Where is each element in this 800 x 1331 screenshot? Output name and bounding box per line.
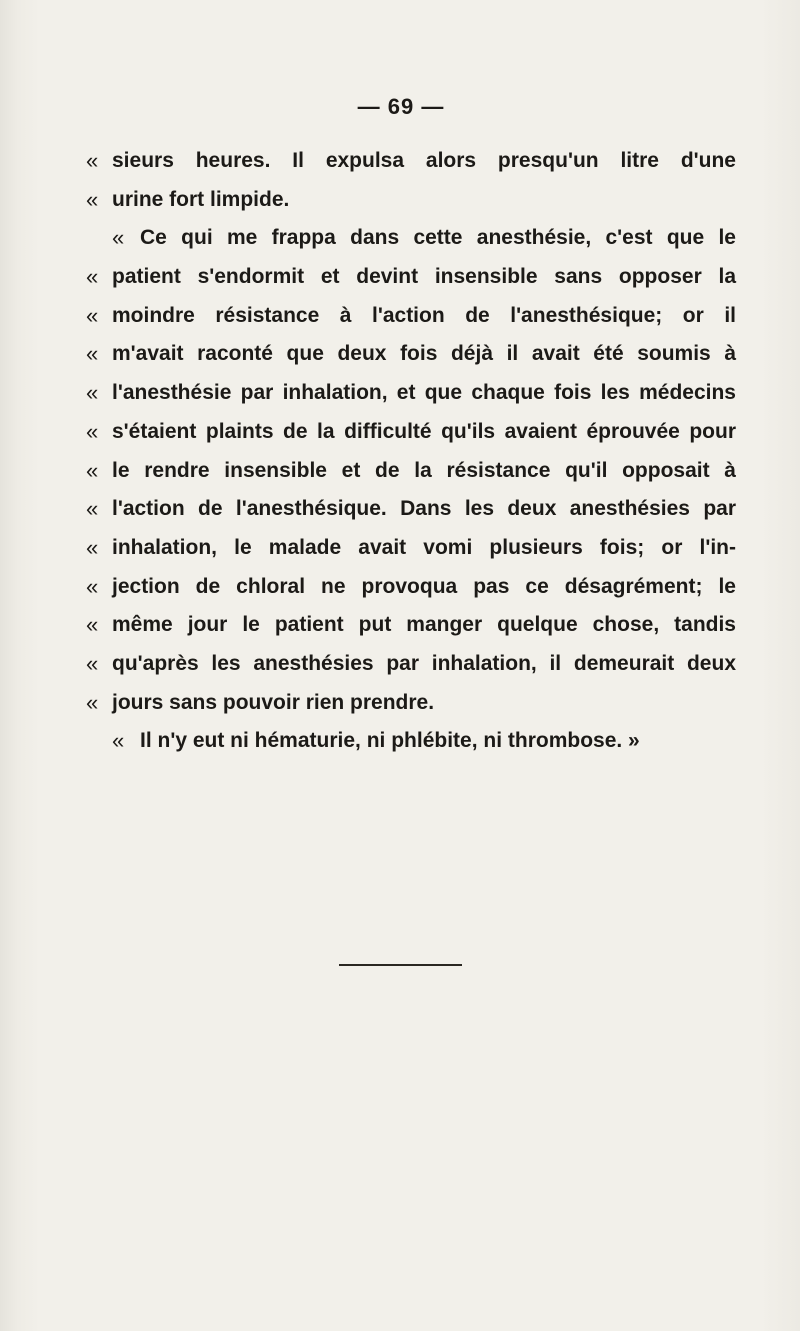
text-line — [86, 490, 736, 529]
line-text: urine fort limpide. — [112, 187, 290, 211]
line-text: sieurs heures. Il expulsa alors presqu'un litre d'une — [112, 149, 736, 172]
text-line — [86, 529, 736, 568]
guillemet: « — [86, 496, 99, 522]
line-text: qu'après les anesthésies par inhalation, il demeurait deux — [112, 651, 736, 675]
page-number: — 69 — — [357, 94, 445, 119]
guillemet: « — [86, 302, 99, 328]
guillemet: « — [112, 728, 125, 754]
text-line — [86, 684, 736, 723]
text-line — [86, 413, 736, 452]
line-text: jection de chloral ne provoqua pas ce désagrément; le — [112, 574, 736, 598]
text-line — [86, 568, 736, 607]
guillemet: « — [86, 612, 99, 638]
line-text: m'avait raconté que deux fois déjà il avait été soumis à — [112, 342, 736, 366]
guillemet: « — [86, 689, 99, 715]
text-line — [86, 181, 736, 220]
text-line — [86, 142, 736, 181]
line-text: Il n'y eut ni hématurie, ni phlébite, ni thrombose. » — [140, 729, 640, 753]
guillemet: « — [86, 264, 99, 290]
guillemet: « — [86, 650, 99, 676]
line-text: l'anesthésie par inhalation, et que chaque fois les médecins — [112, 381, 736, 405]
line-text: le rendre insensible et de la résistance qu'il opposait à — [112, 458, 736, 482]
text-block — [86, 142, 736, 761]
guillemet: « — [86, 418, 99, 444]
guillemet: « — [86, 186, 99, 212]
line-text: inhalation, le malade avait vomi plusieurs fois; or l'in- — [112, 535, 736, 559]
line-text: patient s'endormit et devint insensible sans opposer la — [112, 265, 736, 289]
line-text: jours sans pouvoir rien prendre. — [112, 690, 435, 714]
text-line — [86, 722, 736, 761]
guillemet: « — [86, 341, 99, 367]
guillemet: « — [86, 148, 99, 173]
line-text: même jour le patient put manger quelque chose, tandis — [112, 613, 736, 637]
section-end-rule — [339, 964, 462, 966]
guillemet: « — [112, 225, 125, 251]
text-line — [86, 374, 736, 413]
text-line — [86, 258, 736, 297]
guillemet: « — [86, 457, 99, 483]
guillemet: « — [86, 573, 99, 599]
line-text: Ce qui me frappa dans cette anesthésie, c'est que le — [140, 226, 736, 250]
text-line — [86, 452, 736, 491]
guillemet: « — [86, 380, 99, 406]
text-line — [86, 645, 736, 684]
text-line — [86, 606, 736, 645]
line-text: moindre résistance à l'action de l'anesthésique; or il — [112, 303, 736, 327]
guillemet: « — [86, 534, 99, 560]
line-text: l'action de l'anesthésique. Dans les deux anesthésies par — [112, 497, 736, 521]
text-line — [86, 335, 736, 374]
text-line — [86, 297, 736, 336]
text-line — [86, 219, 736, 258]
line-text: s'étaient plaints de la difficulté qu'ils avaient éprouvée pour — [112, 419, 736, 443]
